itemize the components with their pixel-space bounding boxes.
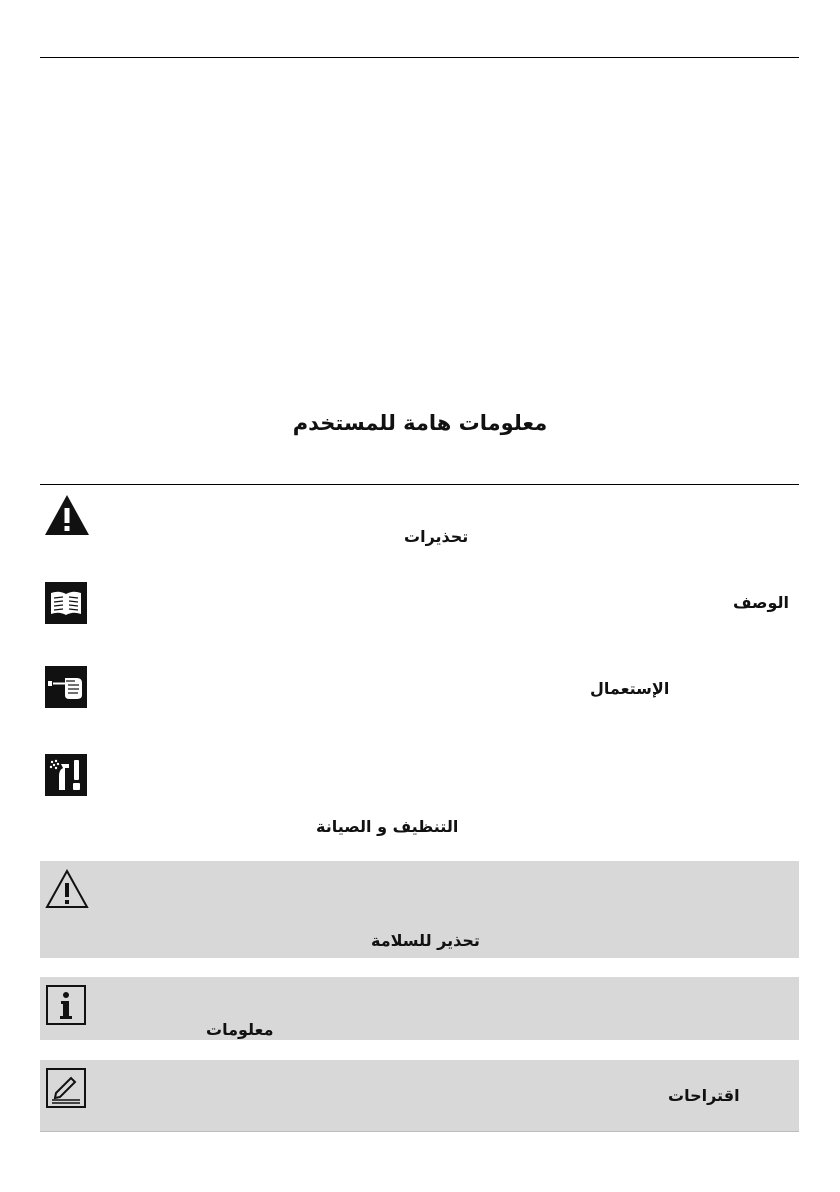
book-icon — [45, 582, 87, 624]
safety-warning-label: تحذير للسلامة — [371, 931, 480, 950]
use-label: الإستعمال — [590, 679, 670, 698]
suggestions-label: اقتراحات — [668, 1086, 740, 1105]
bottom-rule — [40, 1131, 799, 1132]
information-box — [40, 977, 799, 1040]
information-label: معلومات — [206, 1020, 274, 1039]
description-label: الوصف — [733, 593, 790, 612]
suggestions-box — [40, 1060, 799, 1131]
safety-warning-icon — [45, 869, 89, 909]
section-divider — [40, 484, 799, 485]
top-rule — [40, 57, 799, 58]
hand-pointing-icon — [45, 666, 87, 708]
warning-icon — [44, 494, 90, 536]
info-icon — [46, 985, 86, 1025]
cleaning-tools-icon — [45, 754, 87, 796]
warnings-label: تحذيرات — [404, 527, 469, 546]
page-title: معلومات هامة للمستخدم — [292, 411, 548, 435]
cleaning-maintenance-label: التنظيف و الصيانة — [316, 817, 459, 836]
safety-warning-box — [40, 861, 799, 958]
pencil-note-icon — [46, 1068, 86, 1108]
